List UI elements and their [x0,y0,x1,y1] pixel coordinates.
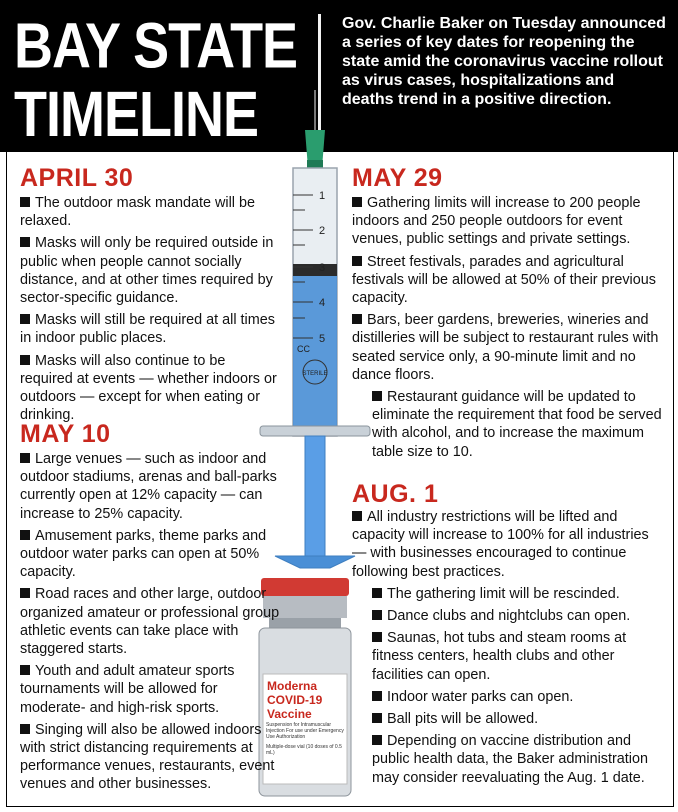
list-item: Bars, beer gardens, breweries, wineries and distilleries will be subject to restaurant rules with seated service only, a 90-minute limit and no dance floors. [352,312,659,383]
list-item: Masks will still be required at all times in indoor public places. [20,312,275,347]
bullet-icon [20,453,30,463]
bullet-icon [372,691,382,701]
bullet-icon [20,665,30,675]
bullet-icon [372,632,382,642]
scale-label-1: 1 [319,190,326,202]
bullet-icon [372,588,382,598]
list-item: Depending on vaccine distribution and public health data, the Baker administration may consider reevaluating the Aug. 1 date. [372,733,648,786]
sterile-label: STERILE [302,371,328,377]
bullet-icon [372,391,382,401]
list-item: Singing will also be allowed indoors with strict distancing requirements at performance venues, restaurants, event venues and other businesses. [20,721,275,793]
list-item: Saunas, hot tubs and steam rooms at fitness centers, health clubs and other facilities can open. [372,630,627,683]
bullet-icon [20,724,30,734]
list-item: Masks will only be required outside in public when people cannot socially distance, and at other times required by sector-specific guidance. [20,235,274,307]
title-line-1: BAY STATE [14,10,298,82]
vial-line-1: COVID-19 [267,693,323,707]
bullet-icon [372,735,382,745]
bullet-icon [20,530,30,540]
bullet-icon [352,314,362,324]
vial-line-2: Vaccine [267,707,312,721]
date-heading-may-29: MAY 29 [352,164,443,192]
list-sub-item: Restaurant guidance will be updated to eliminate the requirement that food be served with alcohol, and to increase the maximum table size to 10. [372,389,662,460]
list-item: Youth and adult amateur sports tournaments will be allowed for moderate- and high-risk sports. [20,663,235,716]
bullet-icon [372,713,382,723]
date-heading-april-30: APRIL 30 [20,164,134,192]
may-10-list [20,450,282,798]
date-heading-aug-1: AUG. 1 [352,480,439,508]
scale-label-5: 5 [319,333,326,345]
list-item: Road races and other large, outdoor organized amateur or professional group athletic events can take place with staggered starts. [20,586,280,658]
vial-brand: Moderna [267,679,318,693]
title-line-2: TIMELINE [14,79,258,151]
bullet-icon [20,197,30,207]
bullet-icon [352,197,362,207]
bullet-icon [352,511,362,521]
list-item: Masks will also continue to be required at events — whether indoors or outdoors — except for when eating or drinking. [20,352,277,424]
vial-fine-print: Suspension for Intramuscular Injection For use under Emergency Use Authorization [266,722,344,740]
vial-dose: Multiple-dose vial (10 doses of 0.5 mL) [266,744,342,756]
april-30-list [20,194,282,428]
plunger-rod [305,436,325,556]
aug-1-list [352,508,664,791]
bullet-icon [20,314,30,324]
list-item: Dance clubs and nightclubs can open. [352,607,664,625]
bullet-icon [20,237,30,247]
list-item: The outdoor mask mandate will be relaxed. [20,195,255,230]
intro-text: Gov. Charlie Baker on Tuesday announced a series of key dates for reopening the state amid the coronavirus vaccine rollout as virus cases, hospitalizations and deaths trend in a positive direction. [342,15,666,108]
may-29-list [352,194,664,465]
list-item: Large venues — such as indoor and outdoor stadiums, arenas and ball-parks currently open at 12% capacity — can increase to 25% capacity. [20,451,277,522]
cc-label: CC [297,344,310,354]
bullet-icon [352,256,362,266]
bullet-icon [20,588,30,598]
list-item: The gathering limit will be rescinded. [352,585,664,603]
list-item: Street festivals, parades and agricultural festivals will be allowed at 50% of their previous capacity. [352,253,656,307]
date-heading-may-10: MAY 10 [20,420,111,448]
scale-label-2: 2 [319,225,326,237]
bullet-icon [372,610,382,620]
list-item: Gathering limits will increase to 200 people indoors and 250 people outdoors for event venues, public settings and private settings. [352,195,641,248]
list-item: Amusement parks, theme parks and outdoor water parks can open at 50% capacity. [20,527,267,581]
list-item: Ball pits will be allowed. [352,710,664,728]
list-item: Indoor water parks can open. [352,688,664,706]
scale-label-4: 4 [319,297,326,309]
plunger-thumb [275,556,355,568]
bullet-icon [20,355,30,365]
scale-label-3: 3 [319,262,326,274]
list-item: All industry restrictions will be lifted and capacity will increase to 100% for all industries — with businesses encouraged to continue following best practices. [352,509,649,580]
